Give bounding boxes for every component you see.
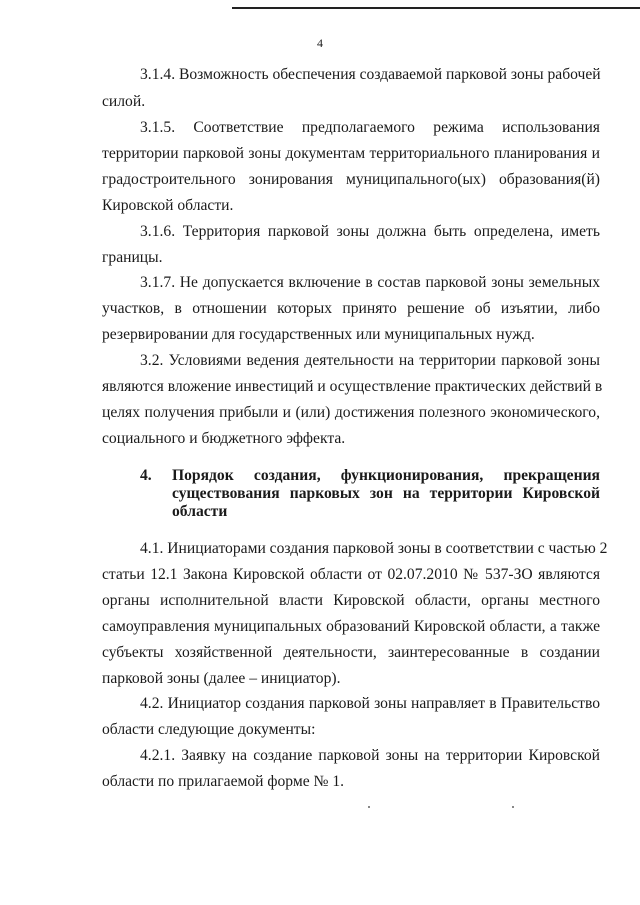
text-line: являются вложение инвестиций и осуществление практических действий в	[102, 378, 603, 395]
text-line: градостроительного зонирования муниципального(ых) образования(й)	[102, 171, 600, 188]
text-line: 4.1. Инициаторами создания парковой зоны в соответствии с частью 2	[140, 540, 608, 557]
section-heading-number: 4.	[140, 467, 152, 484]
text-line: территории парковой зоны документам территориального планирования и	[102, 145, 600, 162]
text-line: субъекты хозяйственной деятельности, заинтересованные в создании	[102, 644, 600, 661]
text-line: резервировании для государственных или муниципальных нужд.	[102, 326, 535, 343]
text-line: целях получения прибыли и (или) достижения полезного экономического,	[102, 404, 600, 421]
text-line: 3.1.6. Территория парковой зоны должна быть определена, иметь	[140, 223, 600, 240]
text-line: парковой зоны (далее – инициатор).	[102, 670, 341, 687]
text-line: участков, в отношении которых принято решение об изъятии, либо	[102, 300, 600, 317]
text-line: самоуправления муниципальных образований Кировской области, а также	[102, 618, 600, 635]
section-heading-line: области	[172, 503, 228, 520]
document-body	[102, 0, 608, 905]
text-line: 4.2.1. Заявку на создание парковой зоны на территории Кировской	[140, 747, 600, 764]
text-line: 3.1.4. Возможность обеспечения создаваемой парковой зоны рабочей	[140, 66, 601, 83]
text-line: силой.	[102, 93, 146, 110]
section-heading-line: существования парковых зон на территории Кировской	[172, 485, 600, 502]
page-number: 4	[317, 36, 323, 50]
text-line: области следующие документы:	[102, 721, 316, 738]
text-line: органы исполнительной власти Кировской области, органы местного	[102, 592, 600, 609]
text-line: границы.	[102, 249, 163, 266]
text-line: области по прилагаемой форме № 1.	[102, 773, 345, 790]
scan-speck	[512, 806, 514, 808]
text-line: статьи 12.1 Закона Кировской области от 02.07.2010 № 537-ЗО являются	[102, 566, 600, 583]
text-line: 4.2. Инициатор создания парковой зоны направляет в Правительство	[140, 695, 600, 712]
text-line: социального и бюджетного эффекта.	[102, 430, 346, 447]
scan-speck	[368, 806, 370, 808]
text-line: 3.1.7. Не допускается включение в состав парковой зоны земельных	[140, 274, 600, 291]
text-line: Кировской области.	[102, 197, 234, 214]
text-line: 3.2. Условиями ведения деятельности на территории парковой зоны	[140, 352, 600, 369]
text-line: 3.1.5. Соответствие предполагаемого режима использования	[140, 119, 600, 136]
section-heading-line: Порядок создания, функционирования, прекращения	[172, 467, 600, 484]
